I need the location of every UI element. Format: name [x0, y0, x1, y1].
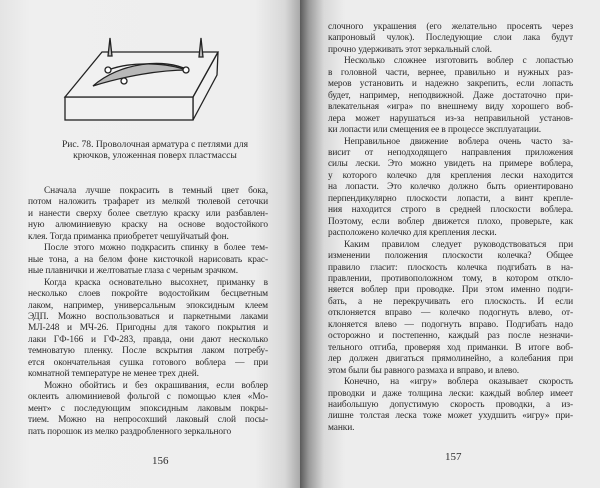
- text-line: Сначала лучше покрасить в темный цвет бока,: [44, 186, 268, 196]
- left-body-text: [28, 186, 268, 438]
- text-line: комнатной температуре не менее трех дней.: [28, 369, 199, 380]
- text-line: лишне толстая леска тоже может ухудшить «игру» при-: [328, 411, 573, 422]
- text-line: потом наложить трафарет из мелкой тюлевой сеточки: [28, 197, 268, 208]
- text-line: силы лески. Это можно увидеть на примере воблера,: [328, 159, 573, 170]
- text-line: бать, а не перекручивать его плоскость. И если: [328, 296, 573, 307]
- text-line: отклоняется вправо — колечко подогнуть влево, от-: [328, 308, 573, 319]
- text-line: и нанести сверху более светлую краску или разбавлен-: [28, 208, 268, 219]
- right-page: [300, 0, 600, 488]
- text-line: проводки и даже толщина лески: каждый воблер имеет: [328, 388, 573, 399]
- text-line: ные плавнички и желтоватые глаза с черным зрачком.: [28, 266, 238, 277]
- page-number: 157: [445, 451, 462, 463]
- text-line: меров установить и надежно закрепить, если лопасть: [328, 79, 573, 90]
- text-line: расположено колечко для крепления лески.: [328, 228, 497, 239]
- text-line: Поэтому, если воблер движется плохо, проверьте, как: [328, 216, 573, 227]
- wire-loop: [121, 78, 127, 84]
- wire-loop: [105, 67, 111, 73]
- text-line: пать порошок из мелко раздробленного зеркального: [28, 426, 232, 437]
- text-line: правило гласит: плоскость колечка подгибать в на-: [328, 262, 573, 273]
- wire-frame-figure: [0, 0, 300, 135]
- text-line: висит от неподходящего направления приложения: [328, 147, 573, 158]
- pin: [199, 38, 203, 57]
- text-line: клоняется влево — подогнуть вправо. Подгибать надо: [328, 319, 573, 330]
- text-line: мент» с последующим эпоксидным лаковым покры-: [28, 403, 268, 414]
- text-line: После этого можно подкрасить спинку в более тем-: [44, 243, 268, 254]
- text-line: ется окончательная сушка готового воблера — при: [28, 357, 268, 368]
- text-line: влекательная «игра» по внешнему виду хорошего воб-: [328, 102, 573, 113]
- text-line: ные тона, а на белом фоне кисточкой нарисовать крас-: [28, 254, 268, 265]
- pin: [108, 38, 112, 56]
- text-line: темноватую пленку. После вскрытия лаком потребу-: [28, 346, 268, 357]
- text-line: этом были бы равного размаха и вправо, и влево.: [328, 365, 520, 376]
- text-line: Конечно, на «игру» воблера оказывает скорость: [344, 377, 573, 388]
- text-line: ЭДП. Можно воспользоваться и паркетными лаками: [28, 311, 268, 322]
- text-line: лера может нарушаться из-за неправильной установ-: [328, 113, 573, 124]
- text-line: будет, например, неподвижной. Даже достаточно при-: [328, 90, 573, 101]
- text-line: МЛ-248 и МЧ-26. Пригодны для такого покрытия и: [28, 323, 268, 334]
- right-body-text: [328, 22, 573, 434]
- text-line: ния находится строго в средней плоскости воблера.: [328, 205, 573, 216]
- text-line: слочного украшения (его желательно просеять через: [328, 22, 573, 32]
- text-line: Неправильное движение воблера очень часто за-: [344, 136, 573, 147]
- text-line: Каким правилом следует руководствоваться при: [344, 239, 573, 250]
- text-line: наибольшую допустимую скорость проводки, а из-: [328, 399, 573, 410]
- text-line: лаки ГФ-166 и ГФ-283, правда, они дают несколько: [28, 334, 268, 345]
- figure-caption: [30, 139, 280, 161]
- caption-line: крючков, уложенная поверх пластмассы: [73, 150, 237, 161]
- text-line: тием. Можно на непросохший лаковый слой посы-: [28, 415, 268, 426]
- text-line: лаком, например, универсальным эпоксидным клеем: [28, 300, 268, 311]
- text-line: у которого колечко для крепления лески находится: [328, 170, 573, 181]
- text-line: изменении положения плоскости колечка? Общее: [328, 251, 573, 262]
- page-number: 156: [152, 455, 169, 467]
- caption-line: Рис. 78. Проволочная арматура с петлями для: [61, 139, 249, 150]
- text-line: манки.: [328, 422, 355, 433]
- text-line: на лопасти. Это колечко должно быть ориентировано: [328, 182, 573, 193]
- text-line: клея. Тогда приманка приобретет чешуйчатый фон.: [28, 231, 229, 242]
- text-line: несколько слоев покройте водостойким бесцветным: [28, 289, 268, 300]
- text-line: лер должен двигаться прямолинейно, а колебания при: [328, 354, 573, 365]
- text-line: осторожно и постепенно, каждый раз после незначи-: [328, 331, 573, 342]
- text-line: перпендикулярно плоскости лопасти, а винт крепле-: [328, 193, 573, 204]
- text-line: тельного отгиба, проверяя ход приманки. В итоге воб-: [328, 342, 573, 353]
- text-line: Когда краска основательно высохнет, приманку в: [44, 277, 268, 288]
- text-line: в головной части, вернее, правильно и нужных раз-: [328, 67, 573, 78]
- text-line: правлении, противоположном тому, в котором откло-: [328, 273, 573, 284]
- text-line: ную алюминиевую краску на основе водостойкого: [28, 220, 268, 231]
- wire-loop: [183, 67, 189, 73]
- text-line: капроновый чулок). Последующие слои лака будут: [328, 33, 573, 44]
- block-front: [65, 97, 193, 120]
- text-line: оклеить алюминиевой фольгой с помощью клея «Мо-: [28, 392, 268, 403]
- text-line: няется воблер при проводке. При этом именно подги-: [328, 285, 573, 296]
- text-line: прочно удерживать этот зеркальный слой.: [328, 44, 492, 55]
- text-line: ки лопасти или смещения ее в процессе эксплуатации.: [328, 125, 541, 136]
- text-line: Можно обойтись и без окрашивания, если воблер: [44, 380, 268, 391]
- text-line: Несколько сложнее изготовить воблер с лопастью: [344, 56, 573, 67]
